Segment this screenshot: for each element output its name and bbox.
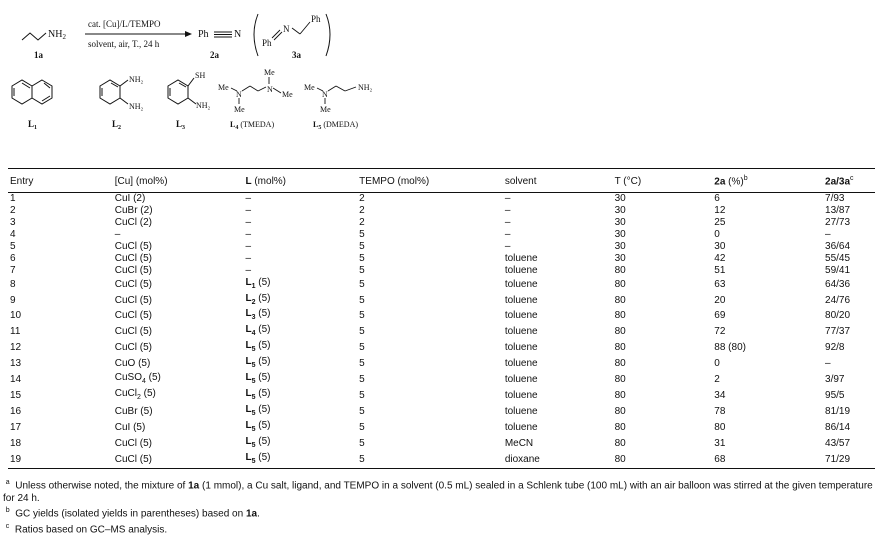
cell-entry: 14 bbox=[10, 374, 22, 386]
cell-solvent: MeCN bbox=[504, 437, 534, 449]
cell-ligand: $L_5$ (5) bbox=[245, 435, 271, 449]
cell-ratio: – bbox=[825, 358, 831, 370]
cell-entry: 10 bbox=[10, 310, 22, 322]
cell-tempo: 5 bbox=[359, 437, 365, 449]
l5-me-bottom: Me bbox=[320, 105, 331, 114]
conditions-bottom: solvent, air, T., 24 h bbox=[88, 39, 160, 49]
table-row bbox=[8, 308, 875, 324]
cell-ligand: $L_2$ (5) bbox=[245, 292, 271, 306]
product-ph: Ph bbox=[198, 29, 209, 40]
table-row bbox=[8, 193, 875, 205]
cell-tempo: 5 bbox=[359, 358, 365, 370]
cell-solvent: toluene bbox=[504, 342, 538, 354]
cell-temperature: 80 bbox=[614, 374, 626, 386]
cell-ratio: 27/73 bbox=[825, 217, 851, 229]
footnote-b: $^b$ GC yields (isolated yields in parentheses) based on 1a. bbox=[5, 507, 260, 520]
cell-ligand: – bbox=[245, 252, 252, 264]
cell-ligand: $L_4$ (5) bbox=[245, 324, 271, 338]
table-row bbox=[8, 372, 875, 388]
cell-tempo: 5 bbox=[359, 326, 365, 338]
left-paren bbox=[254, 14, 258, 56]
header-tempo: TEMPO (mol%) bbox=[359, 169, 505, 193]
cell-ligand: – bbox=[245, 240, 252, 252]
cell-tempo: 5 bbox=[359, 421, 365, 433]
cell-tempo: 5 bbox=[359, 390, 365, 402]
cell-ratio: 77/37 bbox=[825, 326, 851, 338]
cell-ratio: – bbox=[825, 229, 831, 241]
cell-ligand: $L_5$ (5) bbox=[245, 372, 271, 386]
cell-cu: CuO (5) bbox=[114, 358, 151, 370]
cell-ratio: 80/20 bbox=[825, 310, 851, 322]
side-label: 3a bbox=[292, 50, 301, 60]
cell-yield: 63 bbox=[714, 278, 726, 290]
cell-ligand: – bbox=[245, 205, 252, 217]
cell-yield: 80 bbox=[714, 421, 726, 433]
cell-tempo: 2 bbox=[359, 217, 365, 229]
cell-cu: CuCl (5) bbox=[114, 342, 152, 354]
cell-cu: CuCl (5) bbox=[114, 294, 152, 306]
cell-ratio: 43/57 bbox=[825, 437, 851, 449]
cell-temperature: 30 bbox=[614, 240, 626, 252]
cell-cu: CuCl (2) bbox=[114, 217, 152, 229]
side-ph1: Ph bbox=[262, 38, 272, 48]
cell-cu: CuI (2) bbox=[114, 193, 146, 205]
cell-entry: 6 bbox=[10, 252, 16, 264]
table-row bbox=[8, 253, 875, 265]
cell-temperature: 30 bbox=[614, 205, 626, 217]
cell-entry: 5 bbox=[10, 240, 16, 252]
cell-cu: CuCl (5) bbox=[114, 264, 152, 276]
side-n: N bbox=[283, 24, 290, 34]
cell-temperature: 30 bbox=[614, 217, 626, 229]
cell-temperature: 80 bbox=[614, 326, 626, 338]
table-row bbox=[8, 241, 875, 253]
cell-solvent: toluene bbox=[504, 358, 538, 370]
cell-ligand: – bbox=[245, 264, 252, 276]
cell-tempo: 5 bbox=[359, 240, 365, 252]
cell-tempo: 5 bbox=[359, 310, 365, 322]
cell-entry: 15 bbox=[10, 390, 22, 402]
cell-solvent: – bbox=[504, 193, 511, 205]
cell-entry: 2 bbox=[10, 205, 16, 217]
l5-n: N bbox=[322, 90, 328, 99]
l5-nh2: NH₂ bbox=[358, 83, 373, 92]
cell-solvent: – bbox=[504, 205, 511, 217]
cell-cu: CuBr (2) bbox=[114, 205, 153, 217]
cell-tempo: 5 bbox=[359, 264, 365, 276]
footnote-c: $^c$ Ratios based on GC–MS analysis. bbox=[5, 523, 168, 536]
cell-ligand: $L_5$ (5) bbox=[245, 356, 271, 370]
cell-cu: CuCl$_2$ (5) bbox=[114, 388, 156, 402]
cell-cu: CuBr (5) bbox=[114, 405, 153, 417]
cell-ligand: $L_3$ (5) bbox=[245, 308, 271, 322]
cell-solvent: toluene bbox=[504, 252, 538, 264]
cell-solvent: toluene bbox=[504, 326, 538, 338]
table-row bbox=[8, 404, 875, 420]
cell-yield: 12 bbox=[714, 205, 726, 217]
footnote-a: $^a$ Unless otherwise noted, the mixture of 1a (1 mmol), a Cu salt, ligand, and TEMPO in a solvent (0.5 mL) sealed in a Schlenk tube (100 mL) with an air balloon was stirred at the given temperature for 24 h. bbox=[3, 479, 873, 504]
cell-entry: 18 bbox=[10, 437, 22, 449]
table-row bbox=[8, 324, 875, 340]
cell-solvent: – bbox=[504, 229, 511, 241]
table-row bbox=[8, 205, 875, 217]
cell-solvent: toluene bbox=[504, 421, 538, 433]
ligand-l1-structure bbox=[12, 80, 52, 104]
cell-tempo: 5 bbox=[359, 294, 365, 306]
cell-ratio: 7/93 bbox=[825, 193, 845, 205]
table-row bbox=[8, 452, 875, 468]
l4-n2: N bbox=[267, 85, 273, 94]
header-ratio: $2a/3a^c$ bbox=[825, 169, 875, 193]
product-label: 2a bbox=[210, 50, 219, 60]
cell-temperature: 30 bbox=[614, 229, 626, 241]
cell-temperature: 80 bbox=[614, 405, 626, 417]
cell-cu: CuCl (5) bbox=[114, 437, 152, 449]
cell-entry: 16 bbox=[10, 405, 22, 417]
footnotes bbox=[3, 477, 875, 537]
ligand-l3-structure bbox=[168, 78, 196, 104]
cell-entry: 13 bbox=[10, 358, 22, 370]
cell-cu: CuI (5) bbox=[114, 421, 146, 433]
cell-tempo: 5 bbox=[359, 342, 365, 354]
ligand-l2-structure bbox=[100, 80, 128, 104]
cell-yield: 25 bbox=[714, 217, 726, 229]
cell-cu: CuCl (5) bbox=[114, 252, 152, 264]
cell-temperature: 80 bbox=[614, 390, 626, 402]
cell-solvent: toluene bbox=[504, 405, 538, 417]
cell-yield: 0 bbox=[714, 229, 720, 241]
cell-yield: 30 bbox=[714, 240, 726, 252]
cell-temperature: 80 bbox=[614, 310, 626, 322]
cell-yield: 69 bbox=[714, 310, 726, 322]
header-cu: [Cu] (mol%) bbox=[115, 169, 246, 193]
l4-me-left: Me bbox=[218, 83, 229, 92]
cell-solvent: toluene bbox=[504, 278, 538, 290]
table-row bbox=[8, 388, 875, 404]
cell-entry: 7 bbox=[10, 264, 16, 276]
cell-tempo: 5 bbox=[359, 278, 365, 290]
cell-ratio: 95/5 bbox=[825, 390, 845, 402]
cell-ratio: 55/45 bbox=[825, 252, 851, 264]
cell-ligand: $L_5$ (5) bbox=[245, 419, 271, 433]
benzylamine-structure bbox=[22, 33, 46, 40]
table-row bbox=[8, 340, 875, 356]
table-row bbox=[8, 277, 875, 293]
cell-temperature: 80 bbox=[615, 452, 715, 468]
cell-solvent: toluene bbox=[504, 264, 538, 276]
cell-ligand: $L_5$ (5) bbox=[245, 388, 271, 402]
cell-tempo: 5 bbox=[359, 252, 365, 264]
cell-cu: CuSO$_4$ (5) bbox=[114, 372, 161, 386]
l2-nh2-bottom: NH₂ bbox=[129, 102, 144, 111]
cell-temperature: 80 bbox=[614, 294, 626, 306]
cell-yield: 31 bbox=[714, 437, 726, 449]
cell-entry: 1 bbox=[10, 193, 16, 205]
table-row bbox=[8, 356, 875, 372]
ligand-l4-label: $L_4$ (TMEDA) bbox=[230, 120, 275, 131]
cell-entry: 11 bbox=[10, 326, 21, 338]
cell-tempo: 5 bbox=[359, 452, 505, 468]
cell-yield: 88 (80) bbox=[714, 342, 746, 354]
cell-ratio: 3/97 bbox=[825, 374, 845, 386]
cell-yield: 72 bbox=[714, 326, 726, 338]
conditions-top: cat. [Cu]/L/TEMPO bbox=[88, 19, 161, 29]
cell-entry: 19 bbox=[8, 452, 115, 468]
cell-entry: 8 bbox=[10, 278, 16, 290]
side-ph2: Ph bbox=[311, 14, 321, 24]
cell-ligand: – bbox=[245, 193, 252, 205]
cell-ligand: – bbox=[245, 217, 252, 229]
table-row bbox=[8, 265, 875, 277]
l4-me-bottom: Me bbox=[234, 105, 245, 114]
cell-temperature: 30 bbox=[614, 252, 626, 264]
cell-temperature: 30 bbox=[614, 193, 626, 205]
cell-yield: 20 bbox=[714, 294, 726, 306]
header-solvent: solvent bbox=[505, 169, 615, 193]
arrow-head bbox=[185, 31, 192, 37]
cell-solvent: dioxane bbox=[505, 452, 615, 468]
cell-yield: 78 bbox=[714, 405, 726, 417]
l3-nh2: NH₂ bbox=[196, 101, 211, 110]
table-row bbox=[8, 420, 875, 436]
cell-tempo: 2 bbox=[359, 205, 365, 217]
cell-ligand: – bbox=[245, 229, 252, 241]
table-row bbox=[8, 217, 875, 229]
reactant-label: 1a bbox=[34, 50, 43, 60]
table-row bbox=[8, 436, 875, 452]
cell-tempo: 5 bbox=[359, 229, 365, 241]
cell-yield: 68 bbox=[714, 452, 825, 468]
cell-entry: 3 bbox=[10, 217, 16, 229]
cell-solvent: toluene bbox=[504, 294, 538, 306]
l5-me-left: Me bbox=[304, 83, 315, 92]
reactant-formula: $NH_2$ bbox=[48, 29, 66, 41]
cell-yield: 42 bbox=[714, 252, 726, 264]
cell-entry: 9 bbox=[10, 294, 16, 306]
optimization-table bbox=[8, 168, 875, 469]
cell-solvent: toluene bbox=[504, 374, 538, 386]
cell-solvent: toluene bbox=[504, 310, 538, 322]
cell-solvent: – bbox=[504, 217, 511, 229]
cell-cu: CuCl (5) bbox=[114, 310, 152, 322]
header-yield: 2a (%)$^b$ bbox=[714, 169, 825, 193]
header-ligand: L (mol%) bbox=[245, 169, 359, 193]
ligand-l5-label: $L_5$ (DMEDA) bbox=[313, 120, 359, 131]
cell-yield: 6 bbox=[714, 193, 720, 205]
cell-cu: CuCl (5) bbox=[114, 278, 152, 290]
reaction-scheme bbox=[0, 0, 878, 150]
cell-cu: – bbox=[114, 229, 121, 241]
cell-entry: 4 bbox=[10, 229, 16, 241]
cell-entry: 12 bbox=[10, 342, 22, 354]
l3-sh: SH bbox=[195, 71, 206, 80]
cell-ratio: 81/19 bbox=[825, 405, 851, 417]
cell-ligand: $L_5$ (5) bbox=[245, 403, 271, 417]
cell-temperature: 80 bbox=[614, 278, 626, 290]
cell-entry: 17 bbox=[10, 421, 22, 433]
cell-ratio: 64/36 bbox=[825, 278, 851, 290]
table-body bbox=[8, 193, 875, 468]
cell-ligand: $L_5$ (5) bbox=[245, 340, 271, 354]
cell-ratio: 71/29 bbox=[825, 452, 875, 468]
product-n: N bbox=[234, 29, 242, 40]
cell-temperature: 80 bbox=[614, 264, 626, 276]
cell-tempo: 5 bbox=[359, 374, 365, 386]
cell-temperature: 80 bbox=[614, 437, 626, 449]
cell-ratio: 24/76 bbox=[825, 294, 851, 306]
cell-temperature: 80 bbox=[614, 342, 626, 354]
cell-yield: 34 bbox=[714, 390, 726, 402]
cell-solvent: toluene bbox=[504, 390, 538, 402]
cell-cu: CuCl (5) bbox=[114, 326, 152, 338]
cell-tempo: 2 bbox=[359, 193, 365, 205]
ligand-l2-label: $L_2$ bbox=[112, 119, 122, 131]
cell-ratio: 59/41 bbox=[825, 264, 851, 276]
cell-ligand: $L_5$ (5) bbox=[245, 452, 359, 468]
cell-ratio: 13/87 bbox=[825, 205, 851, 217]
header-entry: Entry bbox=[8, 169, 115, 193]
table-row bbox=[8, 293, 875, 309]
cell-yield: 2 bbox=[714, 374, 720, 386]
right-paren bbox=[326, 14, 330, 56]
ligand-l1-label: $L_1$ bbox=[28, 119, 38, 131]
cell-cu: CuCl (5) bbox=[114, 240, 152, 252]
header-temperature: T (°C) bbox=[615, 169, 715, 193]
cell-yield: 0 bbox=[714, 358, 720, 370]
cell-temperature: 80 bbox=[614, 421, 626, 433]
table-header-row bbox=[8, 169, 875, 193]
imine-bonds bbox=[272, 22, 310, 40]
cell-yield: 51 bbox=[714, 264, 726, 276]
l2-nh2-top: NH₂ bbox=[129, 75, 144, 84]
cell-ratio: 92/8 bbox=[825, 342, 845, 354]
cell-solvent: – bbox=[504, 240, 511, 252]
cell-ratio: 36/64 bbox=[825, 240, 851, 252]
cell-cu: CuCl (5) bbox=[115, 452, 246, 468]
l4-me-top: Me bbox=[264, 68, 275, 77]
table-row bbox=[8, 229, 875, 241]
l4-me-right: Me bbox=[282, 90, 293, 99]
cell-ratio: 86/14 bbox=[825, 421, 851, 433]
cell-tempo: 5 bbox=[359, 405, 365, 417]
cell-temperature: 80 bbox=[614, 358, 626, 370]
ligand-l3-label: $L_3$ bbox=[176, 119, 186, 131]
triple-bond bbox=[214, 32, 232, 37]
cell-ligand: $L_1$ (5) bbox=[245, 276, 271, 290]
l4-n1: N bbox=[236, 90, 242, 99]
